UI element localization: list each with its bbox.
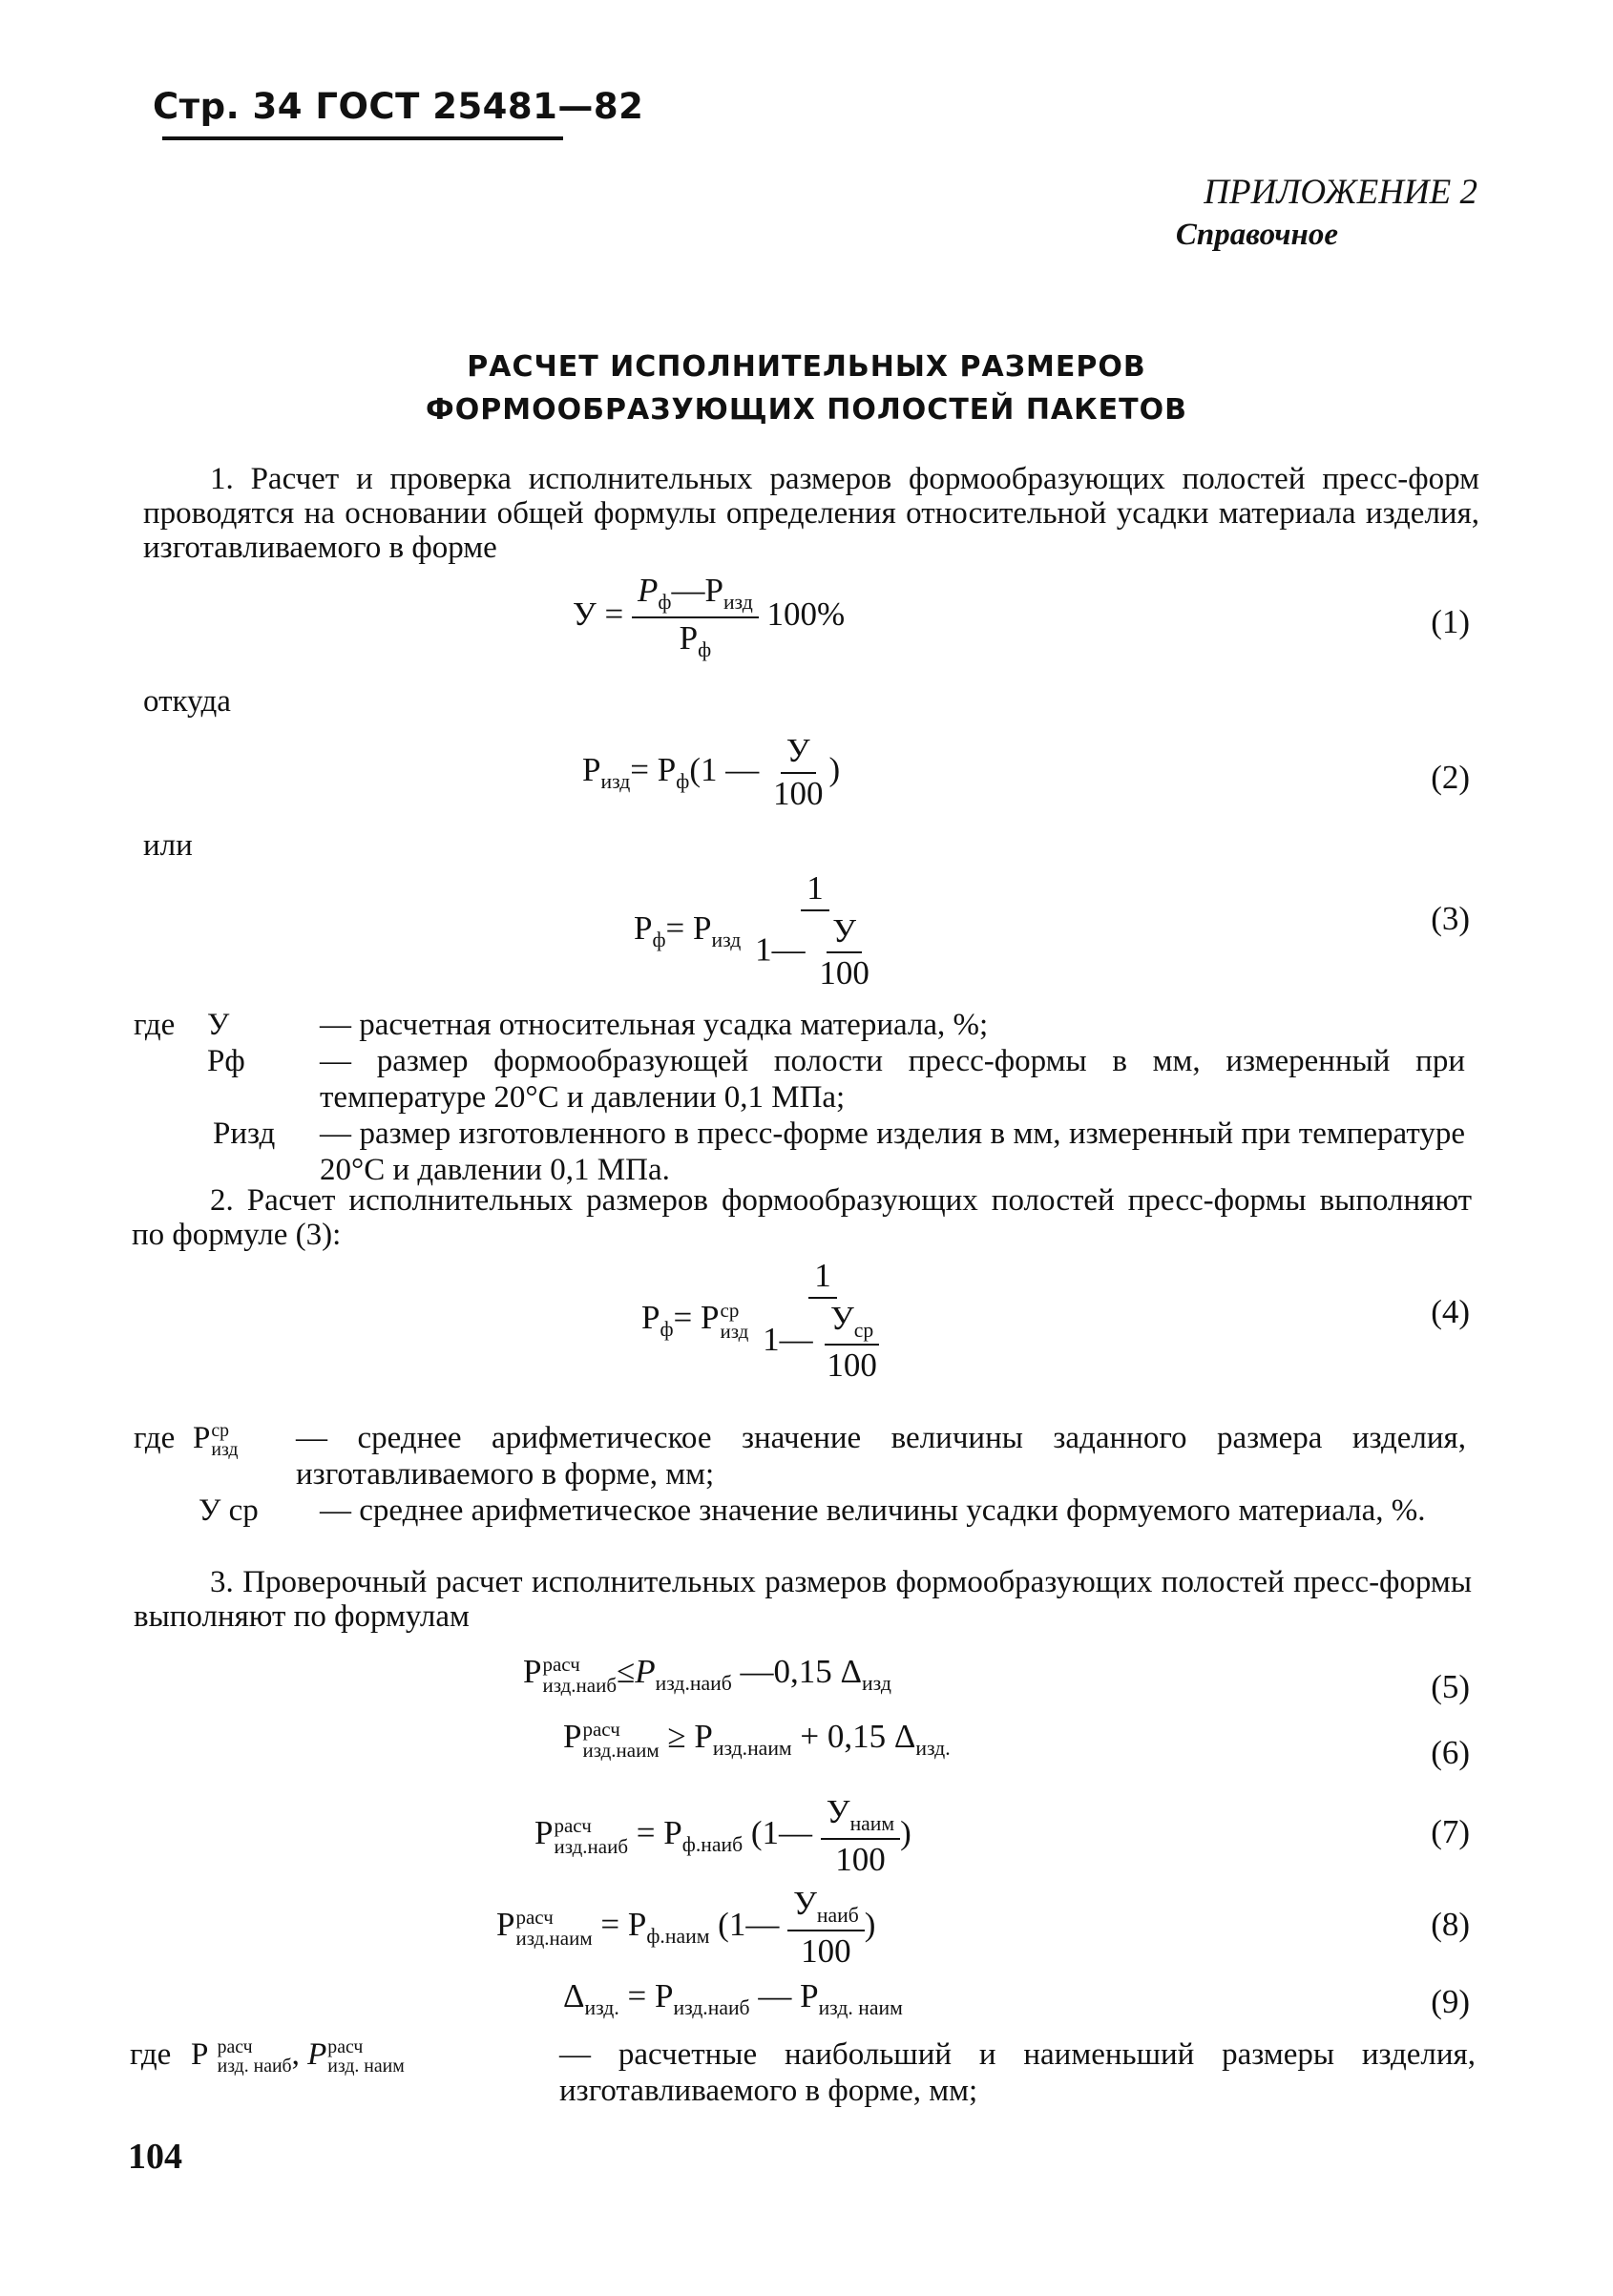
- formula-4: $Р_ф= Р$ ср изд 1 1— $\frac{У_{ср}}{100}$: [641, 1258, 889, 1385]
- equation-number-4: (4): [1431, 1293, 1470, 1330]
- term-p-calc: Р расч изд. наиб , Р расч изд. наим: [191, 2035, 405, 2077]
- equation-number-6: (6): [1431, 1734, 1470, 1771]
- page-header: Стр. 34 ГОСТ 25481—82: [153, 86, 644, 127]
- formula-3: $Р_ф= Р_{изд}$ 1 1— $\frac{У}{100}$: [634, 869, 869, 991]
- section-title-line-2: ФОРМООБРАЗУЮЩИХ ПОЛОСТЕЙ ПАКЕТОВ: [425, 393, 1187, 427]
- term-ycp: У ср: [199, 1493, 259, 1528]
- paragraph-2: 2. Расчет исполнительных размеров формообразующих полостей пресс-формы выполняют по формуле (3):: [132, 1183, 1472, 1252]
- formula-2: $Р_{изд}= Р_ф(1$ — $\frac{У}{100}$ ): [582, 732, 841, 812]
- definition-pcp: — среднее арифметическое значение величины заданного размера изделия, изготавливаемого в форме, мм;: [296, 1421, 1466, 1492]
- section-title-line-1: РАСЧЕТ ИСПОЛНИТЕЛЬНЫХ РАЗМЕРОВ: [467, 350, 1146, 384]
- formula-5: Р расч изд.наиб $\le Р_{изд.наиб}$ —0,15 $\Delta_{изд}$: [523, 1652, 891, 1697]
- equation-number-5: (5): [1431, 1668, 1470, 1705]
- word-otkuda: откуда: [143, 684, 231, 719]
- where-label: где: [130, 2037, 172, 2072]
- equation-number-3: (3): [1431, 900, 1470, 937]
- paragraph-1: 1. Расчет и проверка исполнительных размеров формообразующих полостей пресс-форм проводятся на основании общей формулы определения относительной усадки материала изделия, изготавливаемого в форме: [143, 462, 1479, 565]
- definition-p-calc: — расчетные наибольший и наименьший размеры изделия, изготавливаемого в форме, мм;: [559, 2037, 1476, 2108]
- definition-pizd: — размер изготовленного в пресс-форме изделия в мм, измеренный при температуре 20°С и давлении 0,1 МПа.: [320, 1117, 1465, 1187]
- definition-ycp: — среднее арифметическое значение величины усадки формуемого материала, %.: [320, 1493, 1426, 1528]
- where-label: где: [134, 1008, 176, 1042]
- equation-number-7: (7): [1431, 1813, 1470, 1850]
- formula-7: Р расч изд.наиб = $Р_{ф.наиб}$ (1— $\frac{У_{наим}}{100}$ ): [534, 1793, 911, 1878]
- paragraph-3: 3. Проверочный расчет исполнительных размеров формообразующих полостей пресс-формы выполняют по формулам: [134, 1565, 1472, 1634]
- definitions-1: [134, 1007, 1470, 1188]
- equation-number-2: (2): [1431, 759, 1470, 796]
- term-y: У: [207, 1008, 230, 1042]
- page-number: 104: [128, 2137, 182, 2177]
- equation-number-9: (9): [1431, 1983, 1470, 2020]
- definition-pf: — размер формообразующей полости пресс-формы в мм, измеренный при температуре 20°С и давлении 0,1 МПа;: [320, 1044, 1465, 1115]
- formula-9: $\Delta_{изд.} = Р_{изд.наиб}$ — $Р_{изд. наим}$: [563, 1977, 903, 2019]
- appendix-label: ПРИЛОЖЕНИЕ 2: [1204, 173, 1477, 212]
- term-pizd: Ризд: [213, 1117, 276, 1151]
- word-ili: или: [143, 828, 193, 863]
- appendix-type: Справочное: [1175, 218, 1338, 252]
- formula-8: Р расч изд.наим = $Р_{ф.наим}$ (1— $\frac{У_{наиб}}{100}$ ): [496, 1885, 876, 1970]
- formula-6: Р расч изд.наим ≥ $Р_{изд.наим} + 0,15$ $\Delta_{изд.}$: [563, 1717, 951, 1762]
- equation-number-8: (8): [1431, 1906, 1470, 1943]
- definitions-2: [134, 1420, 1470, 1563]
- header-rule: [162, 136, 563, 140]
- definitions-3: [130, 2036, 1476, 2122]
- term-pcp: Р ср изд: [193, 1419, 239, 1461]
- definition-y: — расчетная относительная усадка материала, %;: [320, 1008, 989, 1042]
- formula-1: У = $\frac{Р_ф—Р_{изд}}{Р_ф}$ 100%: [573, 572, 846, 661]
- equation-number-1: (1): [1431, 603, 1470, 640]
- term-pf: Рф: [207, 1044, 245, 1078]
- where-label: где: [134, 1421, 176, 1455]
